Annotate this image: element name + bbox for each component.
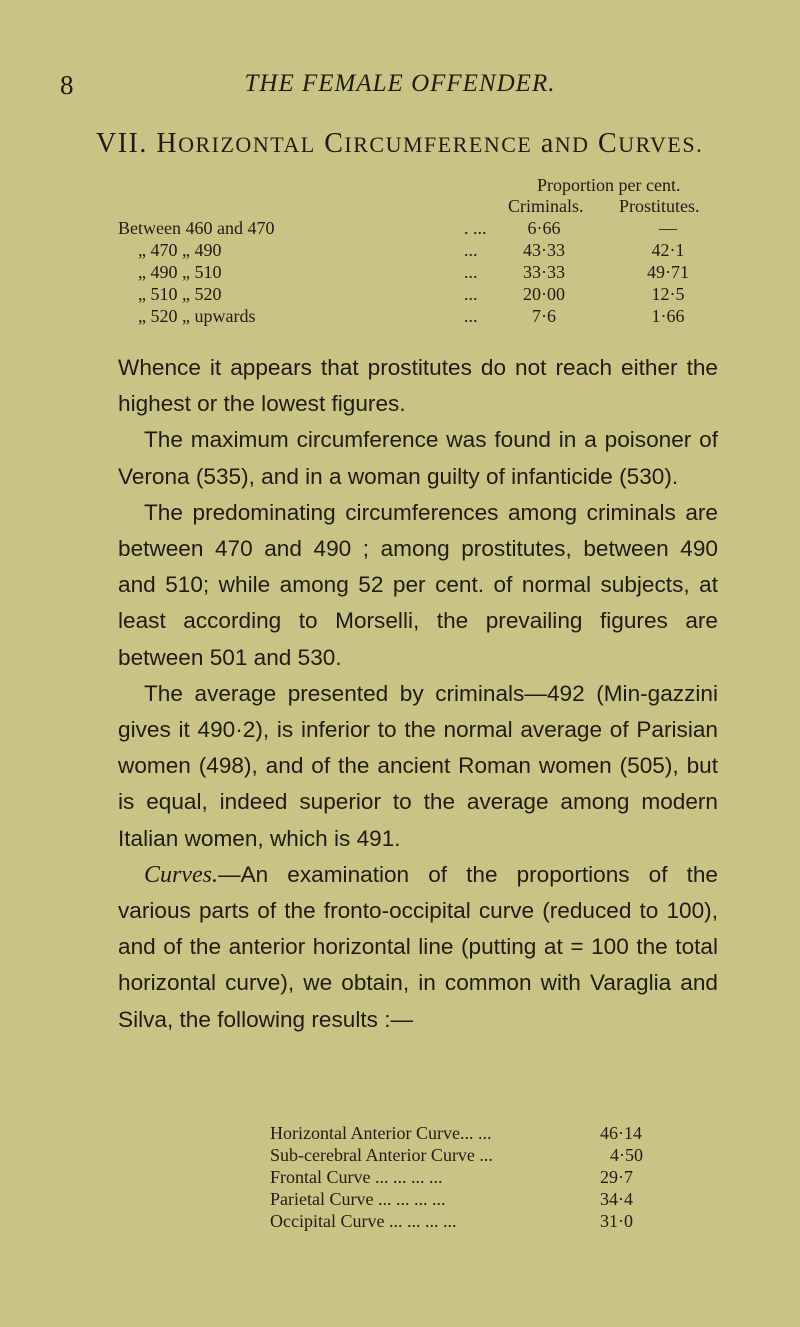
section-heading xyxy=(96,128,703,160)
curves-paragraph xyxy=(118,857,718,1038)
table-row xyxy=(0,1211,800,1233)
table-header-criminals: Criminals. xyxy=(508,196,584,216)
curves-lead: Curves. xyxy=(144,861,218,888)
row-prostitutes: 49·71 xyxy=(647,262,689,282)
curve-value: 31·0 xyxy=(600,1211,633,1231)
table-row xyxy=(0,1167,800,1189)
body-text xyxy=(118,350,718,1038)
table-row xyxy=(0,218,800,240)
row-prostitutes: — xyxy=(659,218,677,238)
heading-word-4: CURVES. xyxy=(598,128,704,159)
curve-label: Occipital Curve ... ... ... ... xyxy=(270,1211,457,1231)
heading-word-3: aND xyxy=(540,128,590,159)
curves-text: —An examination of the proportions of the various parts of the fronto-occipital curve (reduced to 100), and of the anterior horizontal line (putting at = 100 the total horizontal curve), we obtain, in common with Varaglia and Silva, the following results :— xyxy=(118,861,718,1032)
table-row xyxy=(0,262,800,284)
curve-label: Horizontal Anterior Curve... ... xyxy=(270,1123,492,1143)
row-criminals: 6·66 xyxy=(527,218,561,238)
row-prostitutes: 1·66 xyxy=(651,306,685,326)
row-prostitutes: 42·1 xyxy=(651,240,685,260)
heading-word-1: HORIZONTAL xyxy=(156,128,316,159)
row-leader: ... xyxy=(464,262,478,282)
row-criminals: 43·33 xyxy=(523,240,565,260)
row-range: Between 460 and 470 xyxy=(118,218,275,238)
row-range: „ 470 „ 490 xyxy=(138,240,222,260)
table-row xyxy=(0,1145,800,1167)
row-criminals: 7·6 xyxy=(532,306,556,326)
paragraph: The predominating circumferences among criminals are between 470 and 490 ; among prostitutes, between 490 and 510; while among 52 per cent. of normal subjects, at least according to Morselli, the prevailing figures are between 501 and 530. xyxy=(118,499,718,670)
row-range: „ 520 „ upwards xyxy=(138,306,256,326)
table-row xyxy=(0,1123,800,1145)
curve-value: 34·4 xyxy=(600,1189,633,1209)
curve-value: 4·50 xyxy=(610,1145,643,1165)
table-header-prostitutes: Prostitutes. xyxy=(619,196,700,216)
paragraph: Whence it appears that prostitutes do not reach either the highest or the lowest figures. xyxy=(118,355,718,417)
paragraph: The average presented by criminals—492 (Min-gazzini gives it 490·2), is inferior to the normal average of Parisian women (498), and of the ancient Roman women (505), but is equal, indeed superior to the average among modern Italian women, which is 491. xyxy=(118,680,718,851)
row-range: „ 490 „ 510 xyxy=(138,262,222,282)
running-head xyxy=(0,70,800,110)
table-row xyxy=(0,306,800,328)
row-leader: ... xyxy=(464,284,478,304)
curve-label: Frontal Curve ... ... ... ... xyxy=(270,1167,443,1187)
curve-value: 29·7 xyxy=(600,1167,633,1187)
section-numeral: VII. xyxy=(96,128,148,159)
row-criminals: 20·00 xyxy=(523,284,565,304)
row-leader: ... xyxy=(464,240,478,260)
row-range: „ 510 „ 520 xyxy=(138,284,222,304)
table-row xyxy=(0,240,800,262)
heading-word-2: CIRCUMFERENCE xyxy=(324,128,533,159)
curve-label: Parietal Curve ... ... ... ... xyxy=(270,1189,446,1209)
curve-value: 46·14 xyxy=(600,1123,642,1143)
table-row xyxy=(0,1189,800,1211)
row-leader: ... xyxy=(464,306,478,326)
row-criminals: 33·33 xyxy=(523,262,565,282)
row-leader: . ... xyxy=(464,218,487,238)
paragraph: The maximum circumference was found in a poisoner of Verona (535), and in a woman guilty of infanticide (530). xyxy=(118,427,718,489)
running-title: THE FEMALE OFFENDER. xyxy=(244,70,556,97)
curve-label: Sub-cerebral Anterior Curve ... xyxy=(270,1145,493,1165)
row-prostitutes: 12·5 xyxy=(651,284,685,304)
table-header-proportion: Proportion per cent. xyxy=(537,175,681,195)
table-row xyxy=(0,284,800,306)
page-number: 8 xyxy=(60,70,74,100)
